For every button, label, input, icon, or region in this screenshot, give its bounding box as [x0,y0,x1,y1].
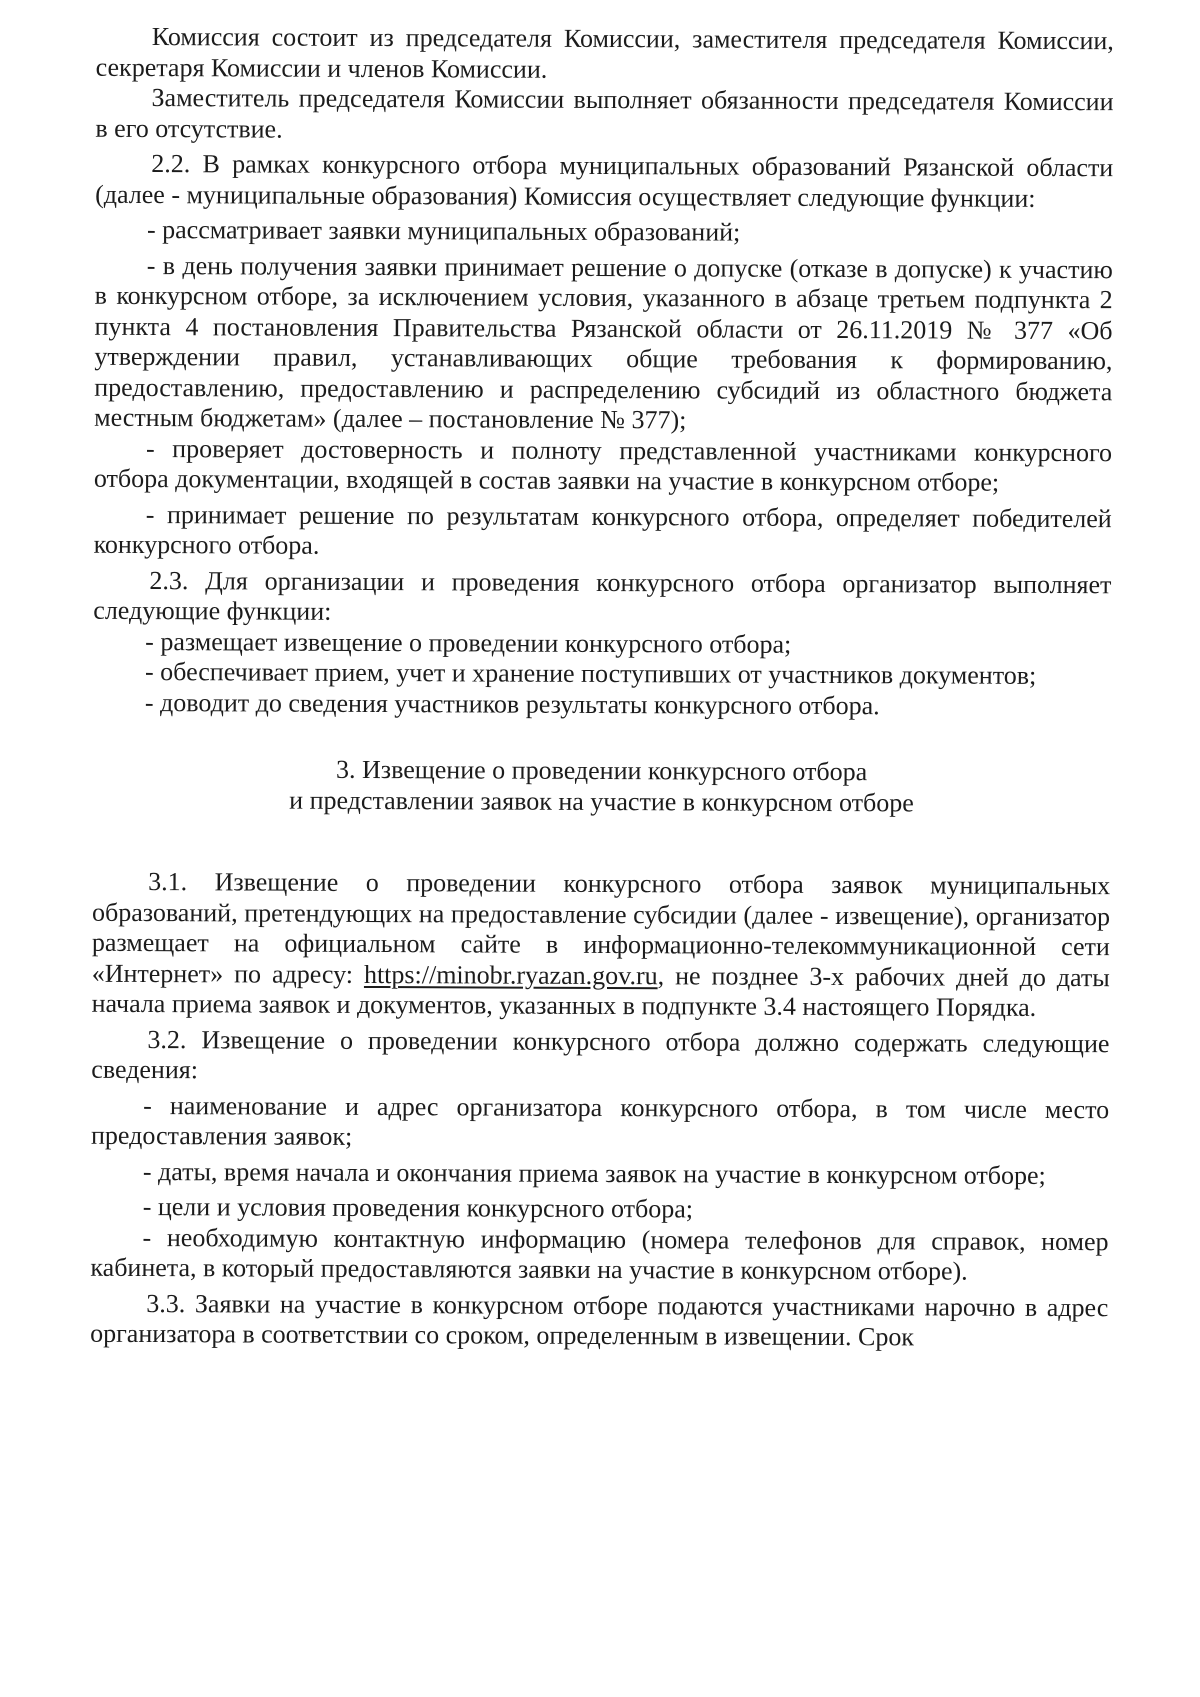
paragraph-3-3: 3.3. Заявки на участие в конкурсном отборе подаются участниками нарочно в адрес организатора в соответствии со сроком, определенным в извещении. Срок [90,1288,1109,1352]
section-3-heading-line-1: 3. Извещение о проведении конкурсного отбора [335,754,868,787]
paragraph-3-1 [92,867,1111,1024]
section-3-heading-line-2: и представлении заявок на участие в конкурсном отборе [289,785,914,817]
list-item-results-decision: - принимает решение по результатам конкурсного отбора, определяет победителей конкурсного отбора. [93,499,1112,560]
paragraph-2-3: 2.3. Для организации и проведения конкурсного отбора организатор выполняет следующие функции: [93,565,1112,626]
list-item-checks-documentation: - проверяет достоверность и полноту представленной участниками конкурсного отбора документации, входящей в состав заявки на участие в конкурсном отборе; [93,433,1113,497]
paragraph-commission-composition: Комиссия состоит из председателя Комиссии, заместителя председателя Комиссии, секретаря Комиссии и членов Комиссии. [95,22,1114,84]
paragraph-3-1-text-end: , не позднее 3-х рабочих дней до даты начала приема заявок и документов, указанных в подпункте 3.4 настоящего Порядка. [91,960,1110,1022]
ministry-website-link[interactable]: https://minobr.ryazan.gov.ru [363,959,658,990]
list-item-stores-documents: - обеспечивает прием, учет и хранение поступивших от участников документов; [145,657,1037,690]
list-item-publishes-notice: - размещает извещение о проведении конкурсного отбора; [145,626,792,659]
list-item-organizer-name-address: - наименование и адрес организатора конкурсного отбора, в том числе место предоставления заявок; [90,1090,1110,1151]
list-item-communicates-results: - доводит до сведения участников результаты конкурсного отбора. [144,687,880,720]
document-body [90,22,1114,1354]
list-item-dates-times: - даты, время начала и окончания приема заявок на участие в конкурсном отборе; [142,1156,1046,1190]
section-3-heading [92,754,1110,819]
list-item-contact-info: - необходимую контактную информацию (номера телефонов для справок, номер кабинета, в который предоставляются заявки на участие в конкурсном отборе). [90,1222,1109,1286]
list-item-admission-decision: - в день получения заявки принимает решение о допуске (отказе в допуске) к участию в конкурсном отборе, за исключением условия, указанного в абзаце третьем подпункта 2 пункта 4 постановления Правительства Рязанской области от 26.11.2019 № 377 «Об утверждении правил, устанавливающих общие требования к формированию, предоставлению, предоставлению и распределению субсидий из областного бюджета местным бюджетам» (далее – постановление № 377); [94,250,1113,435]
paragraph-deputy-chairman: Заместитель председателя Комиссии выполняет обязанности председателя Комиссии в его отсутствие. [95,83,1114,144]
list-item-reviews-applications: - рассматривает заявки муниципальных образований; [146,215,741,247]
paragraph-3-1-text-start: 3.1. Извещение о проведении конкурсного отбора заявок муниципальных образований, претендующих на предоставление субсидии (далее - извещение), организатор размещает на официальном сайте в информационно-телекоммуникационной сети «Интернет» по адресу: [91,867,1111,989]
paragraph-3-2: 3.2. Извещение о проведении конкурсного отбора должно содержать следующие сведения: [91,1024,1110,1085]
paragraph-2-2: 2.2. В рамках конкурсного отбора муниципальных образований Рязанской области (далее - муниципальные образования) Комиссия осуществляет следующие функции: [95,149,1114,213]
list-item-goals-conditions: - цели и условия проведения конкурсного отбора; [142,1192,694,1224]
